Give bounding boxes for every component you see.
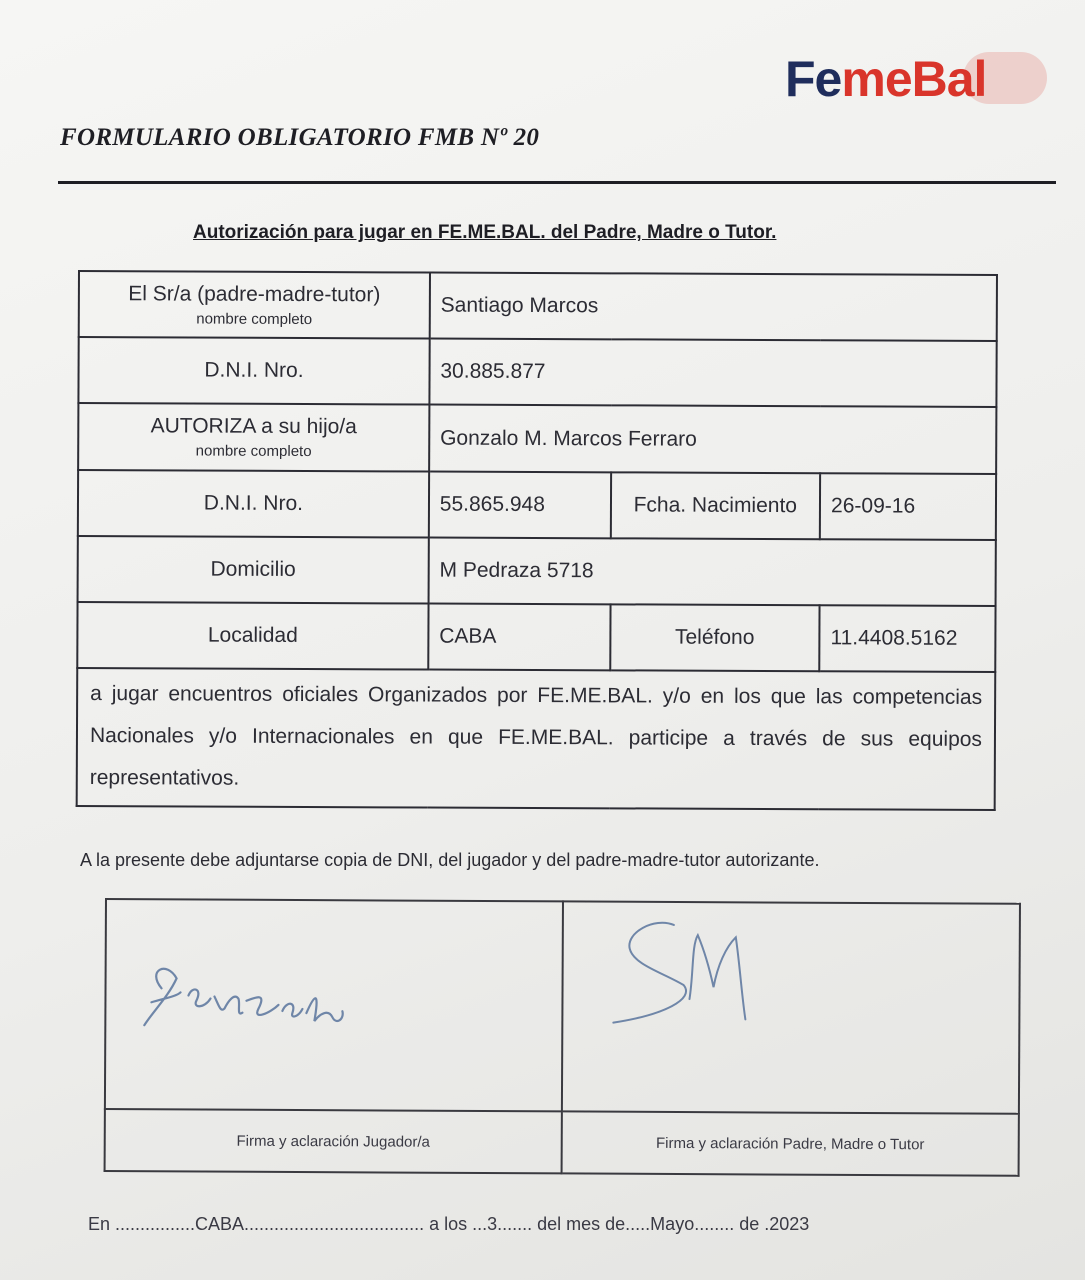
player-signature-caption: Firma y aclaración Jugador/a: [105, 1109, 562, 1173]
child-name-field: Gonzalo M. Marcos Ferraro: [429, 405, 996, 474]
tutor-dni-field: 30.885.877: [429, 339, 996, 407]
femebal-logo: FemeBal: [785, 44, 1055, 114]
autoriza-label: AUTORIZA a su hijo/a: [150, 414, 357, 439]
form-title: FORMULARIO OBLIGATORIO FMB Nº 20: [60, 124, 540, 151]
table-row: [77, 602, 995, 672]
parent-signature: [563, 902, 1004, 1110]
localidad-label: Localidad: [77, 602, 428, 670]
telefono-field: 11.4408.5162: [819, 605, 995, 672]
table-row: [78, 470, 996, 540]
parent-signature-caption: Firma y aclaración Padre, Madre o Tutor: [562, 1111, 1019, 1175]
table-row: [79, 271, 997, 341]
tutor-label: El Sr/a (padre-madre-tutor): [128, 281, 381, 306]
player-signature: [106, 900, 577, 1108]
tutor-label-cell: [79, 271, 430, 339]
child-dni-label: D.N.I. Nro.: [78, 470, 429, 538]
tutor-sublabel: nombre completo: [196, 310, 313, 328]
attachment-note: A la presente debe adjuntarse copia de DNI, del jugador y del padre-madre-tutor autorizante.: [80, 850, 820, 870]
form-subtitle: Autorización para jugar en FE.ME.BAL. del Padre, Madre o Tutor.: [193, 222, 777, 243]
domicilio-field: M Pedraza 5718: [428, 538, 995, 606]
child-dni-field: 55.865.948: [429, 472, 611, 539]
signature-table: [104, 898, 1021, 1177]
table-row: [78, 337, 996, 407]
parent-signature-box: [562, 901, 1020, 1113]
player-signature-box: [105, 899, 563, 1111]
domicilio-label: Domicilio: [78, 536, 429, 604]
autoriza-sublabel: nombre completo: [195, 442, 312, 461]
birth-date-label: Fcha. Nacimiento: [610, 472, 820, 539]
telefono-label: Teléfono: [610, 604, 820, 671]
tutor-dni-label: D.N.I. Nro.: [78, 337, 429, 405]
birth-date-field: 26-09-16: [820, 473, 996, 540]
localidad-field: CABA: [428, 604, 610, 671]
autoriza-label-cell: [78, 403, 429, 472]
authorization-paragraph: a jugar encuentros oficiales Organizados por FE.ME.BAL. y/o en los que las competencias Nacionales y/o Internacionales en que FE.ME.BAL. participe a través de sus equipos representativos.: [77, 668, 996, 810]
title-divider: [58, 181, 1056, 184]
tutor-name-field: Santiago Marcos: [430, 273, 997, 341]
table-row: [78, 403, 996, 474]
authorization-table: [76, 270, 998, 811]
table-row: [77, 668, 996, 810]
table-row: [78, 536, 996, 606]
place-date-line: En ................CABA.................................... a los ...3....... del mes de.....Mayo........ de .2023: [88, 1214, 810, 1234]
